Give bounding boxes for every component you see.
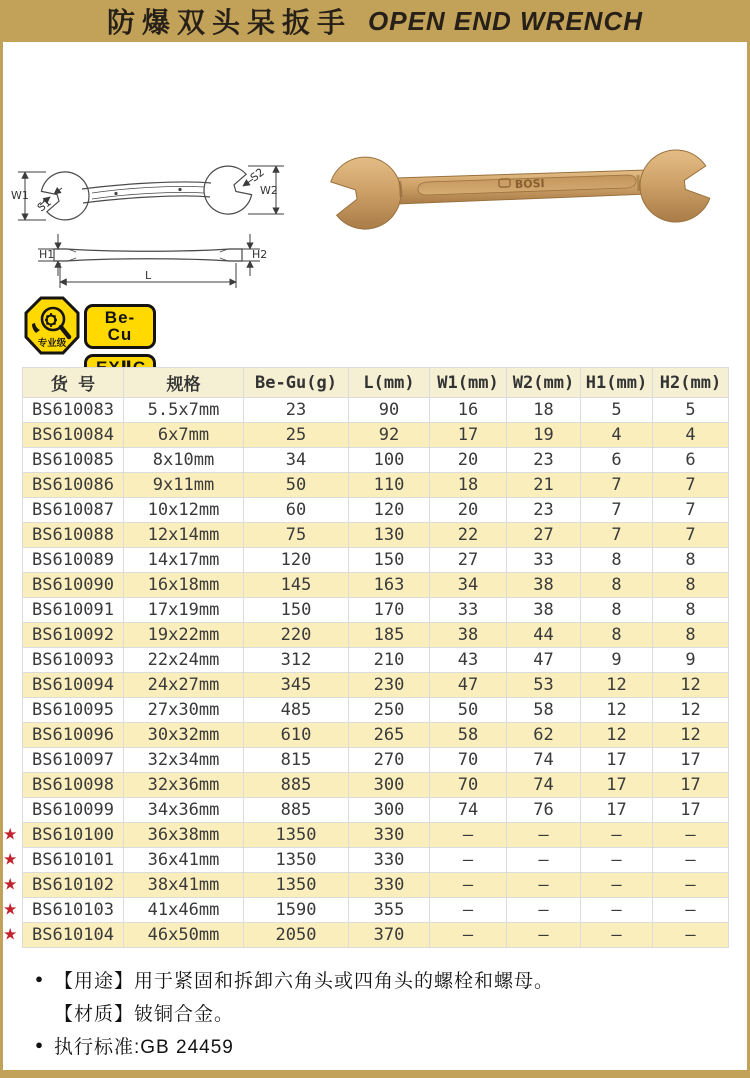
value-cell: 300: [349, 773, 430, 798]
value-cell: 7: [653, 473, 729, 498]
value-cell: 20: [430, 498, 507, 523]
value-cell: 22: [430, 523, 507, 548]
professional-grade-logo: [23, 296, 81, 356]
dim-label-s1: S1: [34, 195, 54, 215]
material-badge: Be-Cu: [84, 304, 156, 349]
value-cell: 60: [244, 498, 349, 523]
note-line: [24, 1032, 724, 1065]
value-cell: 18: [430, 473, 507, 498]
value-cell: –: [507, 823, 581, 848]
table-row: [23, 448, 729, 473]
value-cell: 22x24mm: [124, 648, 244, 673]
column-header-5: W2(mm): [507, 368, 581, 398]
note-text: 【材质】铍铜合金。: [54, 1004, 235, 1025]
column-header-6: H1(mm): [581, 368, 653, 398]
table-row: [23, 598, 729, 623]
part-number-cell: BS610099: [23, 798, 124, 823]
part-number-cell: BS610090: [23, 573, 124, 598]
value-cell: 7: [653, 523, 729, 548]
note-text: 【用途】用于紧固和拆卸六角头或四角头的螺栓和螺母。: [54, 971, 555, 992]
value-cell: –: [653, 898, 729, 923]
value-cell: 58: [507, 698, 581, 723]
value-cell: 17: [430, 423, 507, 448]
part-number-cell: BS610083: [23, 398, 124, 423]
value-cell: 25: [244, 423, 349, 448]
value-cell: –: [430, 873, 507, 898]
part-number-cell: BS610094: [23, 673, 124, 698]
column-header-7: H2(mm): [653, 368, 729, 398]
column-header-0: 货 号: [23, 368, 124, 398]
table-row: [23, 523, 729, 548]
value-cell: 815: [244, 748, 349, 773]
value-cell: 12: [581, 698, 653, 723]
value-cell: –: [430, 823, 507, 848]
column-header-2: Be-Gu(g): [244, 368, 349, 398]
note-line: [24, 999, 724, 1032]
value-cell: 170: [349, 598, 430, 623]
value-cell: 18: [507, 398, 581, 423]
value-cell: 36x38mm: [124, 823, 244, 848]
table-row: [23, 423, 729, 448]
value-cell: 76: [507, 798, 581, 823]
column-header-3: L(mm): [349, 368, 430, 398]
star-icon: ★: [3, 849, 18, 869]
note-text: 执行标准:GB 24459: [54, 1037, 234, 1058]
value-cell: 7: [581, 523, 653, 548]
value-cell: 100: [349, 448, 430, 473]
value-cell: 38: [507, 598, 581, 623]
value-cell: 9: [653, 648, 729, 673]
value-cell: 34: [244, 448, 349, 473]
spec-table: [3, 367, 729, 948]
value-cell: 23: [244, 398, 349, 423]
table-row: [23, 848, 729, 873]
table-row: [23, 823, 729, 848]
value-cell: 12: [653, 723, 729, 748]
value-cell: 38: [507, 573, 581, 598]
value-cell: 32x36mm: [124, 773, 244, 798]
value-cell: 23: [507, 498, 581, 523]
value-cell: 90: [349, 398, 430, 423]
dim-label-w2: W2: [260, 184, 278, 197]
value-cell: 17: [653, 773, 729, 798]
value-cell: 9: [581, 648, 653, 673]
value-cell: 27x30mm: [124, 698, 244, 723]
value-cell: 312: [244, 648, 349, 673]
value-cell: 92: [349, 423, 430, 448]
value-cell: 58: [430, 723, 507, 748]
table-row: [23, 498, 729, 523]
value-cell: 12: [653, 673, 729, 698]
value-cell: 38: [430, 623, 507, 648]
value-cell: 8: [653, 598, 729, 623]
part-number-cell: ★ BS610100: [23, 823, 124, 848]
part-number-cell: ★ BS610101: [23, 848, 124, 873]
table-header-row: [23, 368, 729, 398]
value-cell: 12: [581, 673, 653, 698]
dim-label-s2: S2: [247, 165, 267, 185]
value-cell: 230: [349, 673, 430, 698]
part-number-cell: BS610088: [23, 523, 124, 548]
value-cell: 150: [349, 548, 430, 573]
value-cell: 1350: [244, 873, 349, 898]
value-cell: 30x32mm: [124, 723, 244, 748]
value-cell: 50: [430, 698, 507, 723]
table-row: [23, 798, 729, 823]
value-cell: 27: [507, 523, 581, 548]
value-cell: 12x14mm: [124, 523, 244, 548]
value-cell: 23: [507, 448, 581, 473]
value-cell: 885: [244, 798, 349, 823]
table-row: [23, 748, 729, 773]
value-cell: –: [581, 873, 653, 898]
value-cell: 34: [430, 573, 507, 598]
value-cell: 8: [581, 598, 653, 623]
table-row: [23, 473, 729, 498]
part-number-cell: BS610086: [23, 473, 124, 498]
part-number-cell: ★ BS610102: [23, 873, 124, 898]
value-cell: 4: [581, 423, 653, 448]
page-title-chinese: 防爆双头呆扳手: [106, 7, 352, 38]
table-row: [23, 398, 729, 423]
value-cell: 8: [581, 623, 653, 648]
value-cell: 145: [244, 573, 349, 598]
table-row: [23, 623, 729, 648]
dim-label-h1: H1: [39, 248, 55, 261]
value-cell: 6: [581, 448, 653, 473]
table-row: [23, 673, 729, 698]
value-cell: 220: [244, 623, 349, 648]
value-cell: 43: [430, 648, 507, 673]
value-cell: 8: [581, 573, 653, 598]
part-number-cell: ★ BS610103: [23, 898, 124, 923]
value-cell: 330: [349, 823, 430, 848]
gold-border-left: [0, 42, 3, 1078]
value-cell: 38x41mm: [124, 873, 244, 898]
part-number-cell: BS610089: [23, 548, 124, 573]
part-number-cell: ★ BS610104: [23, 923, 124, 948]
value-cell: 7: [581, 498, 653, 523]
value-cell: 16: [430, 398, 507, 423]
value-cell: 47: [430, 673, 507, 698]
value-cell: 20: [430, 448, 507, 473]
value-cell: 75: [244, 523, 349, 548]
dim-label-h2: H2: [252, 248, 268, 261]
part-number-cell: BS610095: [23, 698, 124, 723]
value-cell: –: [653, 848, 729, 873]
value-cell: 36x41mm: [124, 848, 244, 873]
value-cell: 130: [349, 523, 430, 548]
value-cell: 330: [349, 873, 430, 898]
value-cell: –: [507, 848, 581, 873]
table-row: [23, 898, 729, 923]
dim-label-w1: W1: [11, 189, 29, 202]
part-number-cell: BS610084: [23, 423, 124, 448]
value-cell: 74: [507, 773, 581, 798]
value-cell: –: [581, 848, 653, 873]
value-cell: 185: [349, 623, 430, 648]
value-cell: 12: [653, 698, 729, 723]
value-cell: 70: [430, 748, 507, 773]
value-cell: 8: [653, 573, 729, 598]
table-row: [23, 723, 729, 748]
value-cell: –: [430, 848, 507, 873]
table-row: [23, 873, 729, 898]
value-cell: 345: [244, 673, 349, 698]
value-cell: 17: [653, 748, 729, 773]
value-cell: 17: [581, 798, 653, 823]
value-cell: 120: [244, 548, 349, 573]
value-cell: 163: [349, 573, 430, 598]
value-cell: 47: [507, 648, 581, 673]
value-cell: 8: [653, 623, 729, 648]
value-cell: 74: [430, 798, 507, 823]
value-cell: –: [581, 823, 653, 848]
value-cell: 34x36mm: [124, 798, 244, 823]
value-cell: –: [507, 898, 581, 923]
table-row: [23, 773, 729, 798]
value-cell: 9x11mm: [124, 473, 244, 498]
footer-notes: [24, 966, 724, 1065]
value-cell: 33: [507, 548, 581, 573]
value-cell: 885: [244, 773, 349, 798]
value-cell: 2050: [244, 923, 349, 948]
value-cell: 5.5x7mm: [124, 398, 244, 423]
part-number-cell: BS610087: [23, 498, 124, 523]
value-cell: –: [581, 923, 653, 948]
value-cell: 8: [653, 548, 729, 573]
value-cell: 210: [349, 648, 430, 673]
part-number-cell: BS610098: [23, 773, 124, 798]
value-cell: 50: [244, 473, 349, 498]
gold-border-bottom: [0, 1070, 750, 1078]
value-cell: 7: [581, 473, 653, 498]
note-line: [24, 966, 724, 999]
page-title-bar: [0, 0, 750, 42]
value-cell: –: [653, 923, 729, 948]
value-cell: 300: [349, 798, 430, 823]
value-cell: –: [430, 923, 507, 948]
table-body: [3, 398, 729, 948]
value-cell: 19x22mm: [124, 623, 244, 648]
value-cell: 16x18mm: [124, 573, 244, 598]
column-header-1: 规格: [124, 368, 244, 398]
value-cell: 17: [581, 773, 653, 798]
dim-label-l: L: [145, 269, 152, 282]
table-row: [23, 648, 729, 673]
value-cell: 355: [349, 898, 430, 923]
value-cell: 17: [581, 748, 653, 773]
value-cell: 5: [653, 398, 729, 423]
value-cell: –: [507, 923, 581, 948]
bullet-icon: ●: [35, 1037, 43, 1052]
value-cell: 17x19mm: [124, 598, 244, 623]
value-cell: 150: [244, 598, 349, 623]
bullet-icon: [24, 999, 54, 1004]
dimension-diagram: [10, 146, 290, 296]
part-number-cell: BS610093: [23, 648, 124, 673]
wrench-photo: [303, 131, 738, 256]
value-cell: 6: [653, 448, 729, 473]
value-cell: 1590: [244, 898, 349, 923]
value-cell: –: [653, 873, 729, 898]
value-cell: 24x27mm: [124, 673, 244, 698]
part-number-cell: BS610092: [23, 623, 124, 648]
value-cell: 7: [653, 498, 729, 523]
value-cell: 12: [581, 723, 653, 748]
value-cell: 265: [349, 723, 430, 748]
part-number-cell: BS610091: [23, 598, 124, 623]
value-cell: 120: [349, 498, 430, 523]
value-cell: 8x10mm: [124, 448, 244, 473]
value-cell: 33: [430, 598, 507, 623]
value-cell: 270: [349, 748, 430, 773]
value-cell: 41x46mm: [124, 898, 244, 923]
value-cell: 46x50mm: [124, 923, 244, 948]
value-cell: 74: [507, 748, 581, 773]
value-cell: –: [581, 898, 653, 923]
value-cell: –: [430, 898, 507, 923]
value-cell: –: [653, 823, 729, 848]
value-cell: 10x12mm: [124, 498, 244, 523]
table-row: [23, 923, 729, 948]
value-cell: 19: [507, 423, 581, 448]
value-cell: 32x34mm: [124, 748, 244, 773]
part-number-cell: BS610085: [23, 448, 124, 473]
value-cell: 1350: [244, 848, 349, 873]
value-cell: 610: [244, 723, 349, 748]
value-cell: 485: [244, 698, 349, 723]
value-cell: 27: [430, 548, 507, 573]
table-row: [23, 698, 729, 723]
table-row: [23, 573, 729, 598]
value-cell: 110: [349, 473, 430, 498]
part-number-cell: BS610097: [23, 748, 124, 773]
star-icon: ★: [3, 924, 18, 944]
bullet-icon: ●: [35, 971, 43, 986]
star-icon: ★: [3, 874, 18, 894]
page-title-english: OPEN END WRENCH: [368, 5, 644, 36]
value-cell: 70: [430, 773, 507, 798]
value-cell: 5: [581, 398, 653, 423]
value-cell: –: [507, 873, 581, 898]
star-icon: ★: [3, 899, 18, 919]
value-cell: 17: [653, 798, 729, 823]
value-cell: 21: [507, 473, 581, 498]
value-cell: 14x17mm: [124, 548, 244, 573]
value-cell: 62: [507, 723, 581, 748]
value-cell: 1350: [244, 823, 349, 848]
star-icon: ★: [3, 824, 18, 844]
value-cell: 370: [349, 923, 430, 948]
value-cell: 6x7mm: [124, 423, 244, 448]
value-cell: 53: [507, 673, 581, 698]
logo-grade-text: 专业级: [37, 338, 67, 349]
value-cell: 330: [349, 848, 430, 873]
value-cell: 44: [507, 623, 581, 648]
part-number-cell: BS610096: [23, 723, 124, 748]
value-cell: 8: [581, 548, 653, 573]
value-cell: 250: [349, 698, 430, 723]
value-cell: 4: [653, 423, 729, 448]
column-header-4: W1(mm): [430, 368, 507, 398]
table-row: [23, 548, 729, 573]
brand-text: BOSI: [514, 176, 545, 191]
